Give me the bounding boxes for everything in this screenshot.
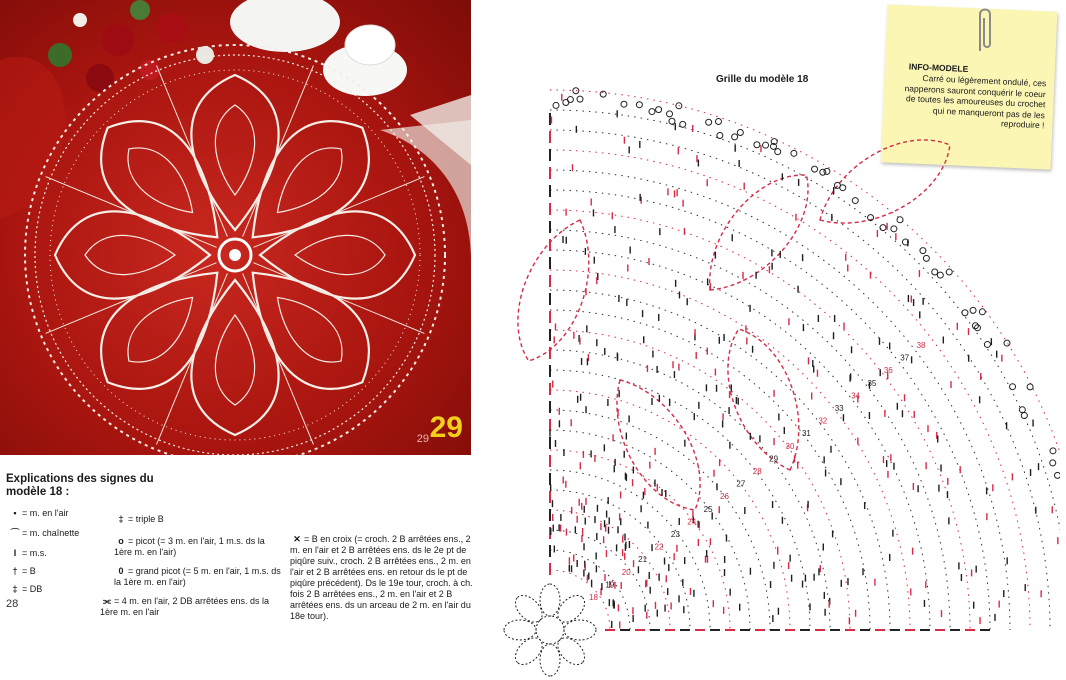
doily-illustration: [0, 0, 471, 455]
legend-item: † = B: [12, 566, 36, 576]
round-arc: [550, 110, 1060, 630]
round-arc: [550, 370, 810, 630]
round-arc: [550, 210, 970, 630]
picot-symbol: [636, 102, 642, 108]
picot-symbol: [1010, 384, 1016, 390]
round-arc: [550, 90, 1060, 630]
photo-number: 29: [429, 411, 463, 444]
picot-symbol: [573, 88, 579, 94]
picot-symbol: [979, 309, 985, 315]
legend-item: ο = picot (= 3 m. en l'air, 1 m.s. ds la 1ère m. en l'air): [114, 536, 265, 557]
legend-item: ⌒ = m. chaînette: [10, 528, 80, 538]
picot-symbol: [732, 134, 738, 140]
round-number: 18: [589, 593, 598, 602]
picot-symbol: [946, 269, 952, 275]
picot-symbol: [820, 169, 826, 175]
picot-symbol: [1004, 340, 1010, 346]
picot-symbol: [600, 91, 606, 97]
crochet-chart: [490, 40, 1060, 680]
picot-symbol: [812, 166, 818, 172]
legend-item: ⫘ = 4 m. en l'air, 2 DB arrêtées ens. ds la 1ère m. en l'air: [100, 596, 270, 617]
round-number: 35: [867, 378, 877, 388]
picot-symbol: [667, 111, 673, 117]
rosette-petal: [540, 644, 560, 676]
picot-symbol: [897, 217, 903, 223]
round-number: 27: [736, 479, 746, 489]
picot-symbol: [1050, 448, 1056, 454]
leaf-motif: [711, 319, 819, 480]
round-arc: [550, 390, 790, 630]
legend-item: 0 = grand picot (= 5 m. en l'air, 1 m.s. ds la 1ère m. en l'air): [114, 566, 281, 587]
picot-symbol: [737, 130, 743, 136]
rosette-petal: [540, 584, 560, 616]
picot-symbol: [920, 248, 926, 254]
picot-symbol: [706, 119, 712, 125]
round-number: 37: [900, 353, 910, 363]
rosette-petal: [564, 620, 596, 640]
picot-symbol: [563, 100, 569, 106]
picot-symbol: [937, 272, 943, 278]
picot-symbol: [932, 269, 938, 275]
rosette-petal: [504, 620, 536, 640]
round-number: 36: [883, 366, 893, 376]
picot-symbol: [775, 149, 781, 155]
doily: [25, 45, 445, 455]
picot-symbol: [656, 107, 662, 113]
picot-symbol: [791, 150, 797, 156]
picot-symbol: [840, 185, 846, 191]
round-number: 28: [752, 467, 762, 476]
leaf-motif: [805, 119, 965, 246]
picot-symbol: [715, 119, 721, 125]
round-arc: [550, 410, 770, 630]
round-number: 24: [687, 517, 697, 527]
round-number: 22: [654, 542, 664, 552]
legend-item: I = m.s.: [13, 548, 47, 558]
picot-symbol: [717, 132, 723, 138]
picot-symbol: [669, 118, 675, 124]
picot-symbol: [649, 109, 655, 115]
picot-symbol: [852, 198, 858, 204]
round-arc: [550, 250, 930, 630]
leaf-motif: [687, 156, 829, 309]
picot-symbol: [754, 142, 760, 148]
picot-symbol: [1021, 413, 1027, 419]
round-number: 30: [785, 441, 795, 451]
round-arc: [550, 450, 730, 630]
round-number: 29: [769, 454, 779, 464]
picot-symbol: [984, 341, 990, 347]
legend-item: ‡ = triple B: [118, 514, 164, 524]
round-arc: [550, 550, 630, 630]
info-title: INFO-MODELE: [908, 61, 969, 74]
doily-photo: [0, 0, 471, 455]
picot-symbol: [970, 307, 976, 313]
photo-small-number: 29: [416, 433, 429, 445]
round-number: 25: [703, 504, 713, 514]
picot-symbol: [824, 168, 830, 174]
picot-symbol: [880, 225, 886, 231]
round-number: 19: [605, 580, 615, 590]
round-number: 32: [818, 416, 828, 426]
round-arc: [550, 530, 650, 630]
picot-symbol: [553, 102, 559, 108]
legend-item: • = m. en l'air: [13, 508, 69, 518]
info-text: Carré ou légèrement ondulé, ces napperons sauront conquérir le coeur de toutes les amoureuses du crochet qui ne manqueront pas de les reproduire !: [904, 72, 1047, 131]
grid-title: Grille du modèle 18: [716, 74, 809, 85]
round-arc: [550, 470, 710, 630]
picot-symbol: [680, 121, 686, 127]
picot-symbol: [577, 96, 583, 102]
legend-title: Explications des signes du modèle 18 :: [6, 473, 154, 498]
leaf-motif: [501, 210, 609, 371]
picot-symbol: [763, 142, 769, 148]
page-number: 28: [6, 598, 19, 610]
picot-symbol: [891, 226, 897, 232]
legend-item: ✕ = B en croix (= croch. 2 B arrêtées ens., 2 m. en l'air et 2 B arrêtées ens. ds le 2e pt de piqûre suiv., croch. 2 B arrêtées ens., 2 m. en l'air et 2 B arrêtées ens. en retour ds le pt de piqûre précédent). Ds le 19e tour, croch. à ch. fois 2 B arrêtées ens., 2 m. en l'air et 2 B arrêtées ens. ds un arceau de 2 m. en l'air du 18e tour).: [290, 534, 473, 621]
picot-symbol: [962, 310, 968, 316]
round-number: 20: [621, 567, 631, 577]
picot-symbol: [1027, 384, 1033, 390]
round-number: 31: [801, 429, 811, 439]
leaf-motif: [594, 365, 721, 525]
picot-symbol: [923, 255, 929, 261]
round-number: 23: [670, 530, 680, 539]
round-number: 34: [851, 391, 860, 401]
picot-symbol: [621, 101, 627, 107]
picot-symbol: [1050, 460, 1056, 466]
picot-symbol: [1054, 472, 1060, 478]
round-number: 26: [720, 492, 729, 502]
round-arc: [550, 570, 610, 630]
round-number: 33: [834, 404, 844, 413]
round-number: 21: [638, 555, 648, 565]
round-number: 38: [916, 341, 926, 350]
legend-item: ‡ = DB: [12, 584, 43, 594]
round-arc: [550, 510, 670, 630]
roses-decoration: [48, 0, 214, 92]
round-arc: [550, 310, 870, 630]
